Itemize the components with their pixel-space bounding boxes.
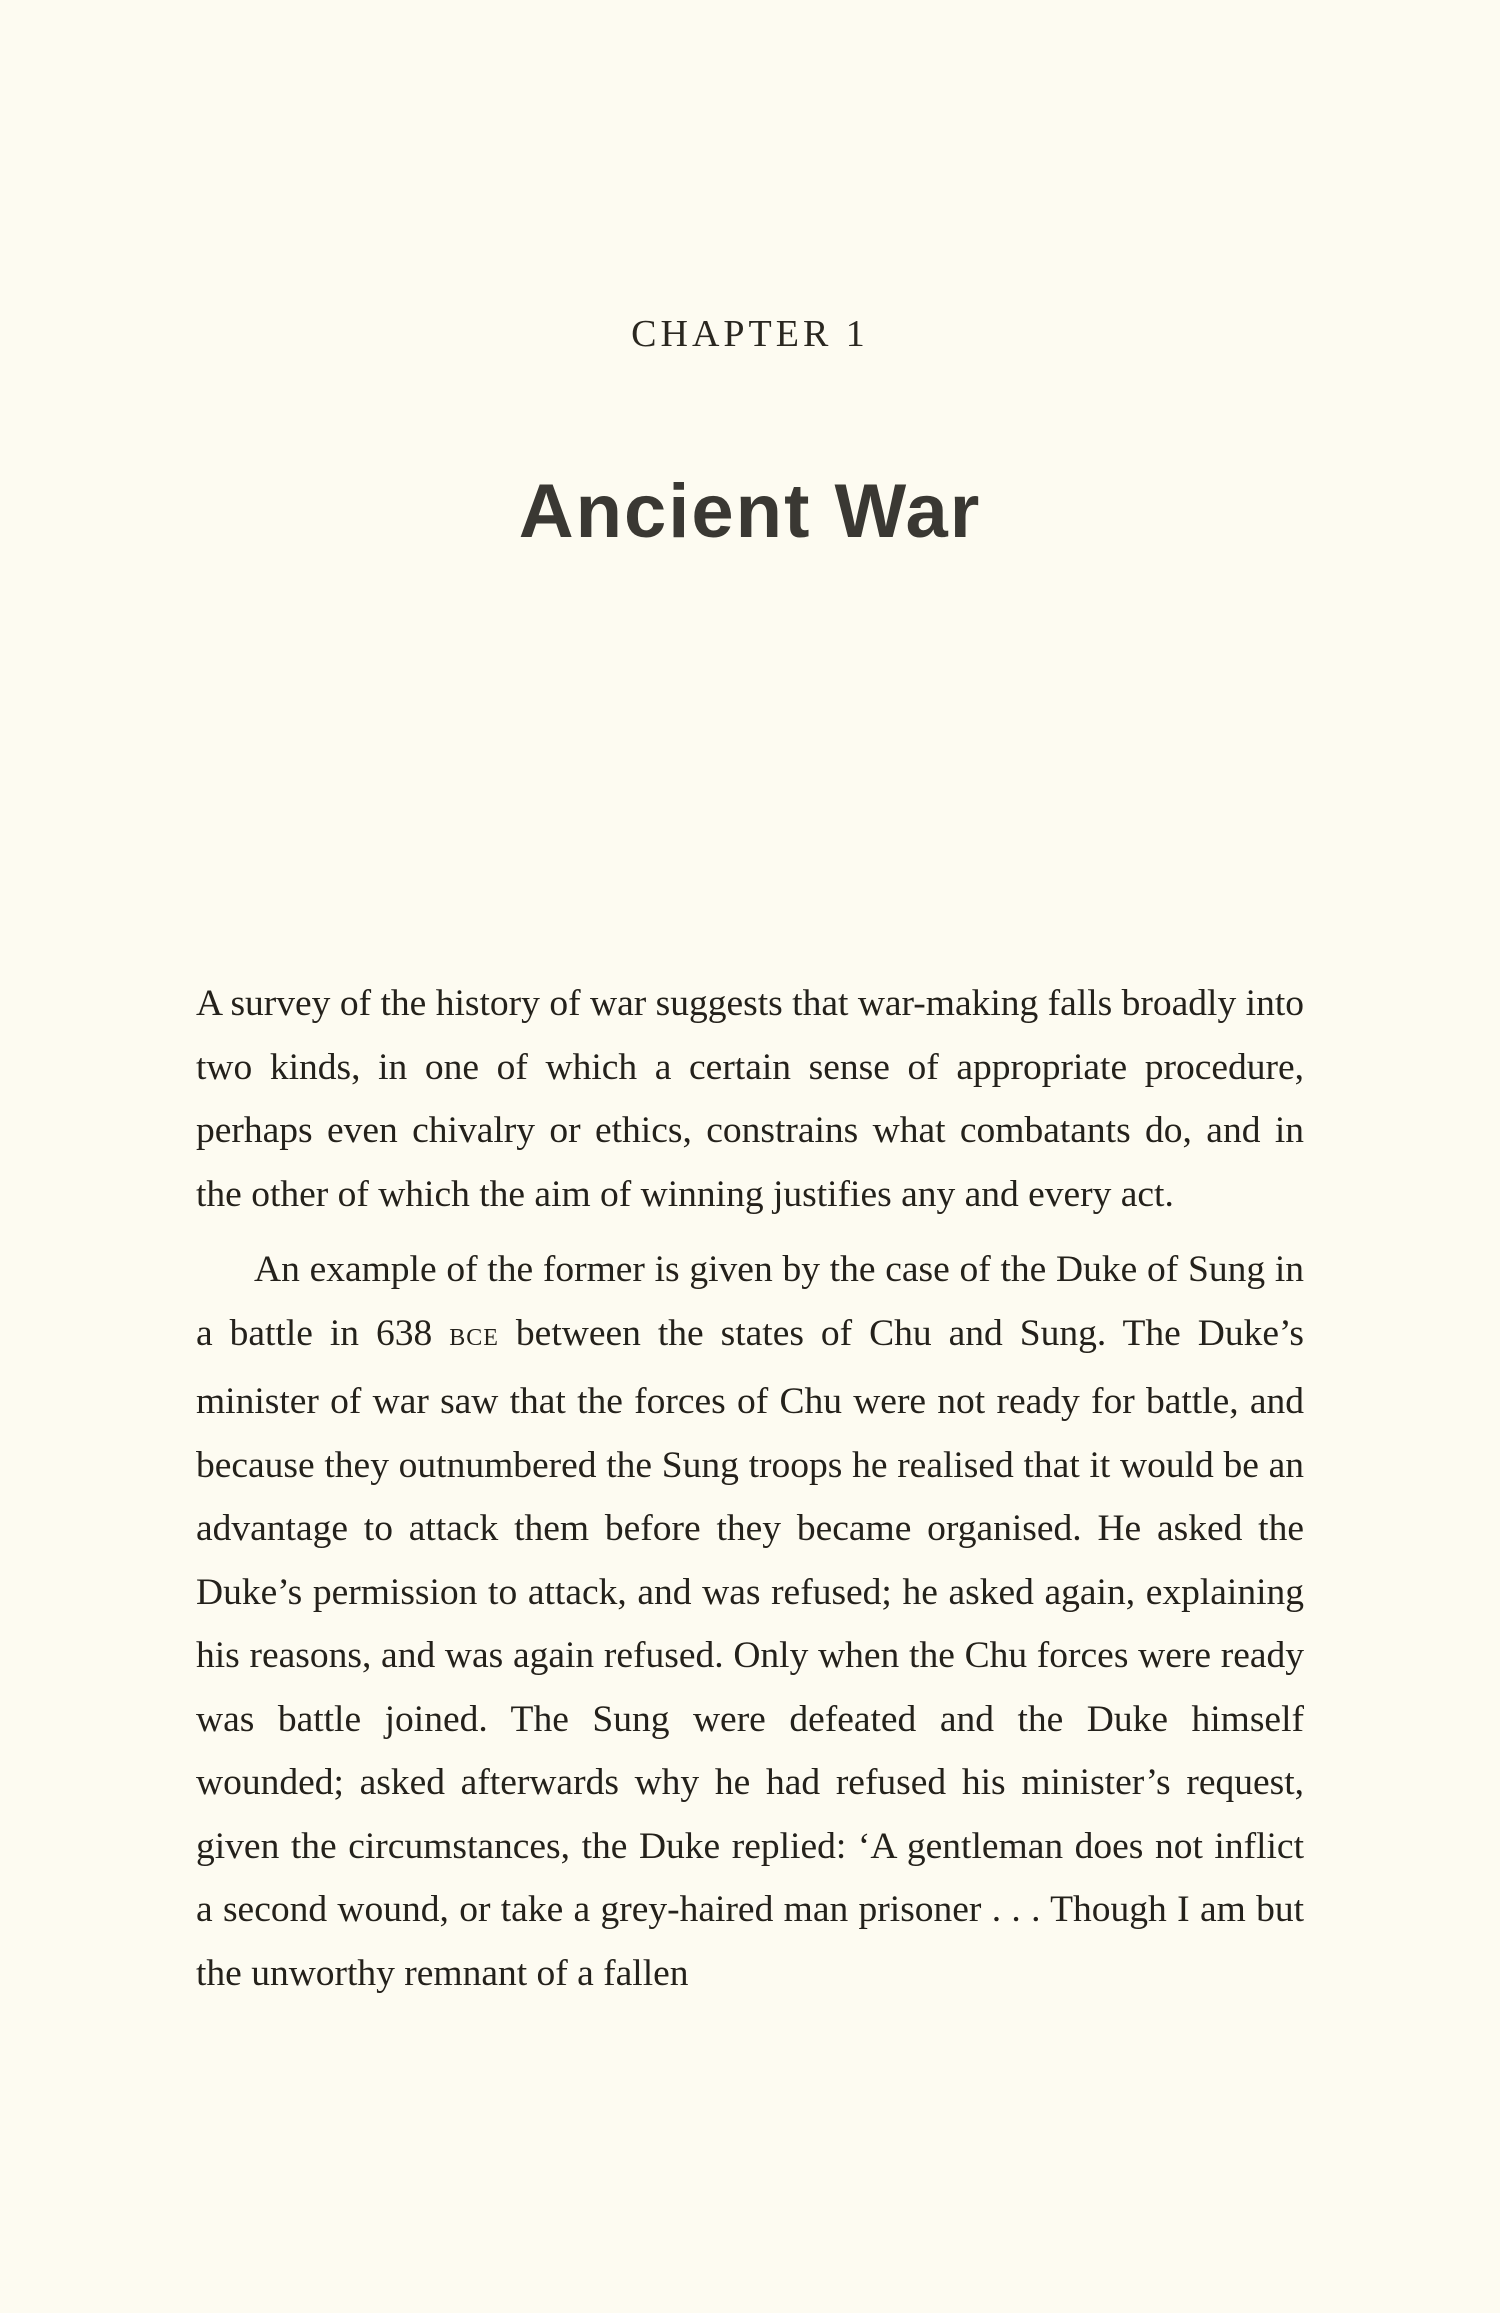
body-text bbox=[196, 972, 1304, 2005]
paragraph-1: A survey of the history of war suggests that war-making falls broadly into two kinds, in one of which a certain sense of appropriate procedure, perhaps even chivalry or ethics, constrains what combatants do, and in the other of which the aim of winning justifies any and every act. bbox=[196, 983, 1304, 1215]
paragraph-2-before-era: An example of the former is given by the case of the Duke of Sung in a battle in 638 bbox=[196, 1249, 1304, 1354]
chapter-title: Ancient War bbox=[518, 469, 982, 554]
paragraph-2-after-era: between the states of Chu and Sung. The Duke’s minister of war saw that the forces of Chu were not ready for battle, and because they outnumbered the Sung troops he realised that it would be an advantage to attack them before they became organised. He asked the Duke’s permission to attack, and was refused; he asked again, explaining his reasons, and was again refused. Only when the Chu forces were ready was battle joined. The Sung were defeated and the Duke himself wounded; asked afterwards why he had refused his minister’s request, given the circumstances, the Duke replied: ‘A gentleman does not inflict a second wound, or take a grey-haired man prisoner . . . Though I am but the unworthy remnant of a fallen bbox=[196, 1312, 1305, 1994]
era-abbreviation: BCE bbox=[449, 1324, 499, 1351]
paragraph-2 bbox=[196, 1238, 1304, 2005]
chapter-label: CHAPTER 1 bbox=[631, 313, 869, 355]
